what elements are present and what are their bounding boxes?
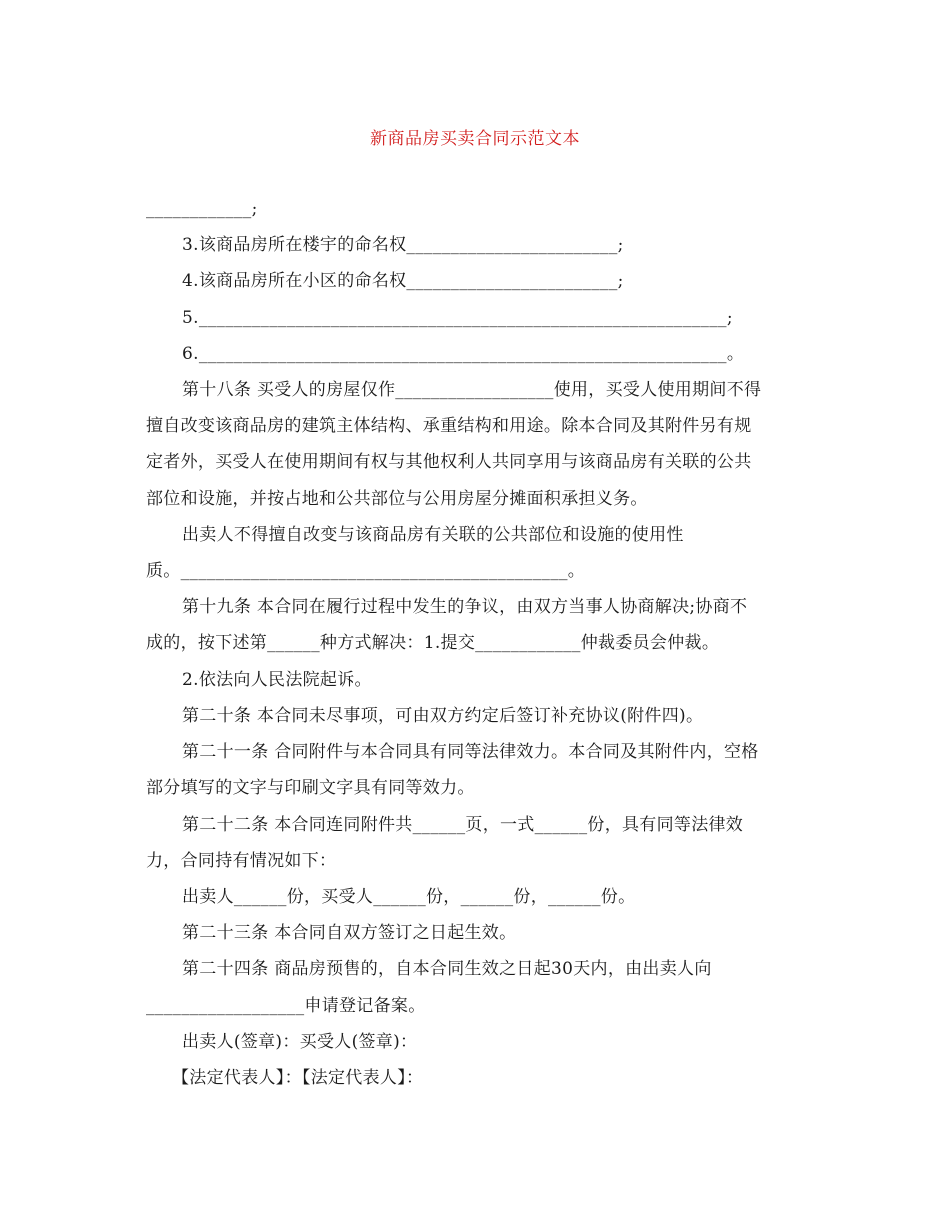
article-20: 第二十条 本合同未尽事项，可由双方约定后签订补充协议(附件四)。: [182, 706, 704, 726]
copies-distribution: 出卖人______份，买受人______份，______份，______份。: [182, 887, 636, 907]
article-18-line-2: 擅自改变该商品房的建筑主体结构、承重结构和用途。除本合同及其附件另有规: [146, 416, 752, 436]
item-3-building-naming: 3.该商品房所在楼宇的命名权________________________;: [182, 235, 624, 255]
item-5-blank: 5.____________________________________________________________;: [182, 308, 733, 328]
legal-representative-line: 【法定代表人】：【法定代表人】：: [172, 1068, 424, 1088]
article-22-line-2: 力，合同持有情况如下：: [146, 851, 337, 871]
article-19-line-2: 成的，按下述第______种方式解决：1.提交____________仲裁委员会仲裁。: [146, 633, 720, 653]
signature-line: 出卖人(签章)：买受人(签章)：: [182, 1032, 418, 1052]
document-title: 新商品房买卖合同示范文本: [370, 129, 580, 149]
item-6-blank: 6.____________________________________________________________。: [182, 344, 745, 364]
seller-clause-line-1: 出卖人不得擅自改变与该商品房有关联的公共部位和设施的使用性: [182, 525, 684, 545]
article-22-line-1: 第二十二条 本合同连同附件共______页，一式______份，具有同等法律效: [182, 815, 744, 835]
item-4-community-naming: 4.该商品房所在小区的命名权________________________;: [182, 271, 624, 291]
article-19-option-2: 2.依法向人民法院起诉。: [182, 670, 372, 690]
article-23: 第二十三条 本合同自双方签订之日起生效。: [182, 923, 517, 943]
article-18-line-3: 定者外，买受人在使用期间有权与其他权利人共同享用与该商品房有关联的公共: [146, 452, 752, 472]
blank-line-continuation: ____________;: [146, 199, 258, 219]
article-24-line-2: __________________申请登记备案。: [146, 996, 426, 1016]
article-19-line-1: 第十九条 本合同在履行过程中发生的争议，由双方当事人协商解决;协商不: [182, 597, 748, 617]
article-18-line-4: 部位和设施，并按占地和公共部位与公用房屋分摊面积承担义务。: [146, 489, 648, 509]
article-21-line-1: 第二十一条 合同附件与本合同具有同等法律效力。本合同及其附件内，空格: [182, 742, 759, 762]
article-24-line-1: 第二十四条 商品房预售的，自本合同生效之日起30天内，由出卖人向: [182, 959, 712, 979]
article-18-line-1: 第十八条 买受人的房屋仅作__________________使用，买受人使用期间不得: [182, 380, 762, 400]
seller-clause-line-2: 质。____________________________________________。: [146, 561, 586, 581]
article-21-line-2: 部分填写的文字与印刷文字具有同等效力。: [146, 778, 475, 798]
